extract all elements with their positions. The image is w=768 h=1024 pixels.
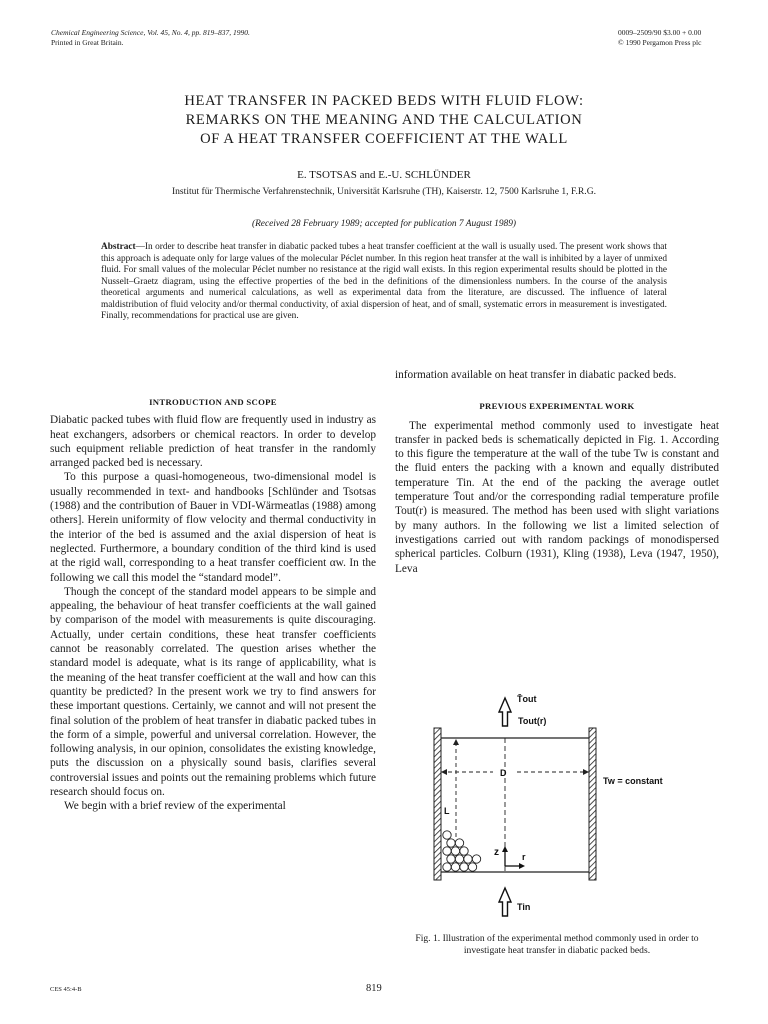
page-number: 819 bbox=[366, 983, 382, 994]
received-dates: (Received 28 February 1989; accepted for publication 7 August 1989) bbox=[251, 219, 517, 229]
label-r: r bbox=[522, 852, 526, 862]
figure-caption: Fig. 1. Illustration of the experimental method commonly used in order to investigate heat transfer in diabatic packed beds. bbox=[415, 933, 699, 956]
right-column bbox=[395, 368, 719, 576]
paper-title bbox=[40, 92, 728, 149]
affiliation: Institut für Thermische Verfahrenstechnik, Universität Karlsruhe (TH), Kaiserstr. 12, 7500 Karlsruhe 1, F.R.G. bbox=[171, 186, 597, 197]
authors: E. TSOTSAS and E.-U. SCHLÜNDER bbox=[297, 169, 471, 181]
tube-wall-left bbox=[434, 728, 441, 880]
title-line-3: OF A HEAT TRANSFER COEFFICIENT AT THE WALL bbox=[200, 131, 568, 147]
arrowhead-icon bbox=[441, 769, 447, 775]
arrowhead-icon bbox=[519, 863, 525, 869]
packed-bed-diagram bbox=[410, 690, 720, 925]
title-line-1: HEAT TRANSFER IN PACKED BEDS WITH FLUID FLOW: bbox=[184, 93, 584, 109]
label-d: D bbox=[500, 768, 507, 778]
arrowhead-icon bbox=[453, 739, 459, 745]
tube-wall-right bbox=[589, 728, 596, 880]
publisher-code bbox=[618, 28, 701, 47]
figure-1 bbox=[410, 690, 720, 925]
arrowhead-icon bbox=[583, 769, 589, 775]
abstract-label: Abstract bbox=[101, 242, 136, 252]
paragraph: To this purpose a quasi-homogeneous, two-dimensional model is usually recommended in text- and handbooks [Schlünder and Tsotsas (1988) and the contribution of Bauer in VDI-Wärmeatlas (1988) among others]. Herein uniformity of flow velocity and thermal conductivity in the interior of the bed is assumed and the axial dispersion of heat is neglected. Furthermore, a boundary condition of the third kind is used at the rigid wall, corresponding to a heat transfer coefficient αw. In the following we call this model the “standard model”. bbox=[50, 471, 376, 584]
code-line-2: © 1990 Pergamon Press plc bbox=[618, 37, 702, 47]
left-column bbox=[50, 395, 376, 814]
arrowhead-icon bbox=[502, 846, 508, 852]
label-tout-r: Tout(r) bbox=[518, 716, 547, 726]
journal-citation bbox=[51, 28, 250, 47]
inlet-arrow-icon bbox=[499, 888, 511, 916]
label-z: z bbox=[494, 847, 499, 858]
title-line-2: REMARKS ON THE MEANING AND THE CALCULATION bbox=[185, 112, 583, 128]
paragraph: Though the concept of the standard model appears to be simple and appealing, the behaviour of heat transfer coefficients at the wall gained by comparison of the model with measurements is quite discouraging. Actually, under certain conditions, these heat transfer coefficients cannot be reasonably correlated. The question arises whether the standard model is adequate, what is its range of applicability, what is the meaning of the heat transfer coefficient at the wall and how can this quantity be predicted? In the present work we try to find answers for these important questions. Certainly, we cannot and will not present the final solution of the problem of heat transfer in diabatic packed tubes in the form of a simple, powerful and universal correlation. However, the following analysis, in our opinion, consolidates the existing knowledge, puts the discussion on a physically sound basis, clarifies several controversial issues and points out the remaining problems which future research should focus on. bbox=[50, 585, 376, 799]
journal-line-2: Printed in Great Britain. bbox=[51, 37, 124, 47]
code-line-1: 0009–2509/90 $3.00 + 0.00 bbox=[618, 28, 702, 37]
abstract-text: —In order to describe heat transfer in diabatic packed tubes a heat transfer coefficient at the wall is usually used. The present work shows that this approach is adequate only for large values of the molecular Péclet number. In this region heat transfer at the wall is inhibited by a layer of unmixed fluid. For small values of the molecular Péclet number no resistance at the rigid wall exists. In this region experimental results should be plotted in the Nusselt–Graetz diagram, using the effective properties of the bed in the definitions of the dimensionless numbers. In the course of the analysis theoretical arguments and numerical calculations, as well as experimental data from the literature, are discussed. The influence of lateral maldistribution of fluid velocity and/or thermal conductivity, of axial dispersion of heat, and of small, systematic errors in measurement is investigated. Finally, recommendations for practical use are given. bbox=[101, 242, 667, 321]
footer-code: CES 45:4-B bbox=[50, 986, 82, 993]
label-tout-avg: T̄out bbox=[517, 694, 537, 704]
journal-line-1: Chemical Engineering Science, Vol. 45, No. 4, pp. 819–837, 1990. bbox=[51, 28, 250, 37]
paragraph: information available on heat transfer in diabatic packed beds. bbox=[395, 369, 677, 381]
section-heading-previous-work: PREVIOUS EXPERIMENTAL WORK bbox=[479, 401, 635, 412]
label-tw-constant: Tw = constant bbox=[603, 776, 663, 786]
section-heading-introduction: INTRODUCTION AND SCOPE bbox=[149, 397, 277, 407]
label-tin: Tin bbox=[517, 902, 531, 912]
paragraph: Diabatic packed tubes with fluid flow are frequently used in industry as heat exchangers, adsorbers or chemical reactors. In order to develop such equipment reliable prediction of heat transfer in the randomly arranged packed bed is necessary. bbox=[50, 414, 376, 470]
outlet-arrow-icon bbox=[499, 698, 511, 726]
paragraph: We begin with a brief review of the experimental bbox=[64, 800, 286, 813]
label-l: L bbox=[444, 806, 450, 816]
abstract bbox=[101, 242, 667, 323]
packing-spheres bbox=[443, 831, 481, 871]
paragraph: The experimental method commonly used to investigate heat transfer in packed beds is schematically depicted in Fig. 1. According to this figure the temperature at the wall of the tube Tw is constant and the fluid enters the packing with a known and equally distributed temperature Tin. At the end of the packing the average outlet temperature T̄out and/or the corresponding radial temperature profile Tout(r) is measured. The method has been used with slight variations by many authors. In the following we list a limited selection of investigations carried out with random packings of monodispersed spherical particles. Colburn (1931), Kling (1938), Leva (1947, 1950), Leva bbox=[395, 419, 719, 575]
